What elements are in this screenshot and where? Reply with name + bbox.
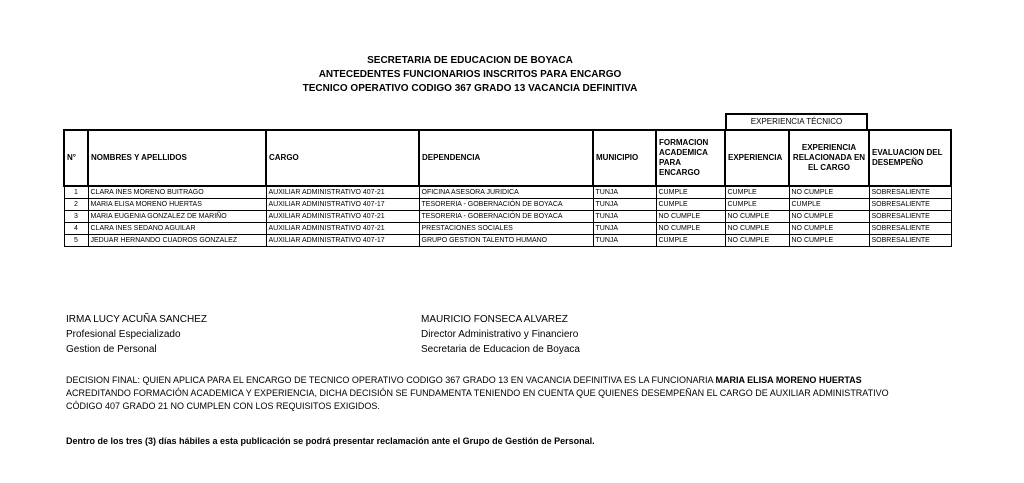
- cell-department: TESORERIA - GOBERNACIÓN DE BOYACA: [419, 211, 593, 223]
- cell-related-experience: NO CUMPLE: [789, 186, 869, 199]
- cell-municipality: TUNJA: [593, 199, 656, 211]
- cell-academic-training: CUMPLE: [656, 186, 725, 199]
- cell-related-experience: NO CUMPLE: [789, 223, 869, 235]
- cell-number: 5: [64, 235, 88, 247]
- document-title: [0, 54, 940, 96]
- table-row: [64, 186, 951, 199]
- table-header-row: [64, 130, 951, 186]
- cell-position: AUXILIAR ADMINISTRATIVO 407-17: [266, 199, 419, 211]
- cell-evaluation: SOBRESALIENTE: [869, 235, 951, 247]
- cell-name: MARIA EUGENIA GONZALEZ DE MARIÑO: [88, 211, 266, 223]
- cell-municipality: TUNJA: [593, 186, 656, 199]
- claim-notice: Dentro de los tres (3) días hábiles a esta publicación se podrá presentar reclamación ante el Grupo de Gestión de Personal.: [66, 436, 595, 446]
- col-names: NOMBRES Y APELLIDOS: [88, 130, 266, 186]
- cell-name: MARIA ELISA MORENO HUERTAS: [88, 199, 266, 211]
- table-row: [64, 199, 951, 211]
- col-academic-training: FORMACION ACADEMICA PARA ENCARGO: [656, 130, 725, 186]
- cell-academic-training: NO CUMPLE: [656, 211, 725, 223]
- cell-department: TESORERIA - GOBERNACIÓN DE BOYACA: [419, 199, 593, 211]
- col-number: N°: [64, 130, 88, 186]
- cell-evaluation: SOBRESALIENTE: [869, 199, 951, 211]
- cell-position: AUXILIAR ADMINISTRATIVO 407-21: [266, 186, 419, 199]
- candidates-table: [63, 129, 952, 247]
- signer-role: Director Administrativo y Financiero: [421, 329, 579, 340]
- col-performance-evaluation: EVALUACION DEL DESEMPEÑO: [869, 130, 951, 186]
- cell-academic-training: NO CUMPLE: [656, 223, 725, 235]
- cell-related-experience: CUMPLE: [789, 199, 869, 211]
- cell-name: JEDUAR HERNANDO CUADROS GONZALEZ: [88, 235, 266, 247]
- signature-right: [421, 312, 580, 357]
- experience-group-header: EXPERIENCIA TÉCNICO: [725, 113, 868, 129]
- cell-experience: NO CUMPLE: [725, 211, 789, 223]
- decision-line-3: CÓDIGO 407 GRADO 21 NO CUMPLEN CON LOS REQUISITOS EXIGIDOS.: [66, 401, 380, 411]
- cell-experience: NO CUMPLE: [725, 223, 789, 235]
- col-municipality: MUNICIPIO: [593, 130, 656, 186]
- title-line-2: ANTECEDENTES FUNCIONARIOS INSCRITOS PARA ENCARGO: [318, 69, 622, 80]
- cell-related-experience: NO CUMPLE: [789, 235, 869, 247]
- cell-department: OFICINA ASESORA JURIDICA: [419, 186, 593, 199]
- cell-experience: CUMPLE: [725, 186, 789, 199]
- cell-experience: CUMPLE: [725, 199, 789, 211]
- cell-academic-training: CUMPLE: [656, 199, 725, 211]
- final-decision: [66, 374, 956, 413]
- cell-municipality: TUNJA: [593, 235, 656, 247]
- signer-name: IRMA LUCY ACUÑA SANCHEZ: [66, 314, 207, 325]
- cell-number: 2: [64, 199, 88, 211]
- title-line-3: TECNICO OPERATIVO CODIGO 367 GRADO 13 VACANCIA DEFINITIVA: [302, 83, 638, 94]
- signer-unit: Secretaria de Educacion de Boyaca: [421, 344, 580, 355]
- selected-candidate-name: MARIA ELISA MORENO HUERTAS: [715, 375, 862, 385]
- cell-evaluation: SOBRESALIENTE: [869, 211, 951, 223]
- cell-number: 1: [64, 186, 88, 199]
- table-row: [64, 235, 951, 247]
- cell-department: GRUPO GESTION TALENTO HUMANO: [419, 235, 593, 247]
- signature-left: [66, 312, 207, 357]
- col-position: CARGO: [266, 130, 419, 186]
- signer-role: Profesional Especializado: [66, 329, 181, 340]
- signer-name: MAURICIO FONSECA ALVAREZ: [421, 314, 568, 325]
- cell-municipality: TUNJA: [593, 223, 656, 235]
- cell-position: AUXILIAR ADMINISTRATIVO 407-21: [266, 211, 419, 223]
- cell-experience: NO CUMPLE: [725, 235, 789, 247]
- cell-name: CLARA INES SEDANO AGUILAR: [88, 223, 266, 235]
- cell-name: CLARA INES MORENO BUITRAGO: [88, 186, 266, 199]
- table-row: [64, 211, 951, 223]
- cell-evaluation: SOBRESALIENTE: [869, 186, 951, 199]
- col-experience: EXPERIENCIA: [725, 130, 789, 186]
- title-line-1: SECRETARIA DE EDUCACION DE BOYACA: [367, 55, 573, 66]
- cell-number: 4: [64, 223, 88, 235]
- cell-academic-training: CUMPLE: [656, 235, 725, 247]
- cell-related-experience: NO CUMPLE: [789, 211, 869, 223]
- cell-department: PRESTACIONES SOCIALES: [419, 223, 593, 235]
- cell-municipality: TUNJA: [593, 211, 656, 223]
- decision-text: DECISION FINAL: QUIEN APLICA PARA EL ENCARGO DE TECNICO OPERATIVO CODIGO 367 GRADO 13 EN VACANCIA DEFINITIVA ES LA FUNCIONARIA: [66, 375, 716, 385]
- cell-evaluation: SOBRESALIENTE: [869, 223, 951, 235]
- decision-line-2: ACREDITANDO FORMACIÓN ACADEMICA Y EXPERIENCIA, DICHA DECISIÓN SE FUNDAMENTA TENIENDO EN CUENTA QUE QUIENES DESEMPEÑAN EL CARGO DE AUXILIAR ADMINISTRATIVO: [66, 388, 889, 398]
- cell-position: AUXILIAR ADMINISTRATIVO 407-21: [266, 223, 419, 235]
- col-related-experience: EXPERIENCIA RELACIONADA EN EL CARGO: [789, 130, 869, 186]
- cell-number: 3: [64, 211, 88, 223]
- col-department: DEPENDENCIA: [419, 130, 593, 186]
- cell-position: AUXILIAR ADMINISTRATIVO 407-17: [266, 235, 419, 247]
- table-row: [64, 223, 951, 235]
- decision-line-1: [66, 374, 956, 387]
- signer-unit: Gestion de Personal: [66, 344, 157, 355]
